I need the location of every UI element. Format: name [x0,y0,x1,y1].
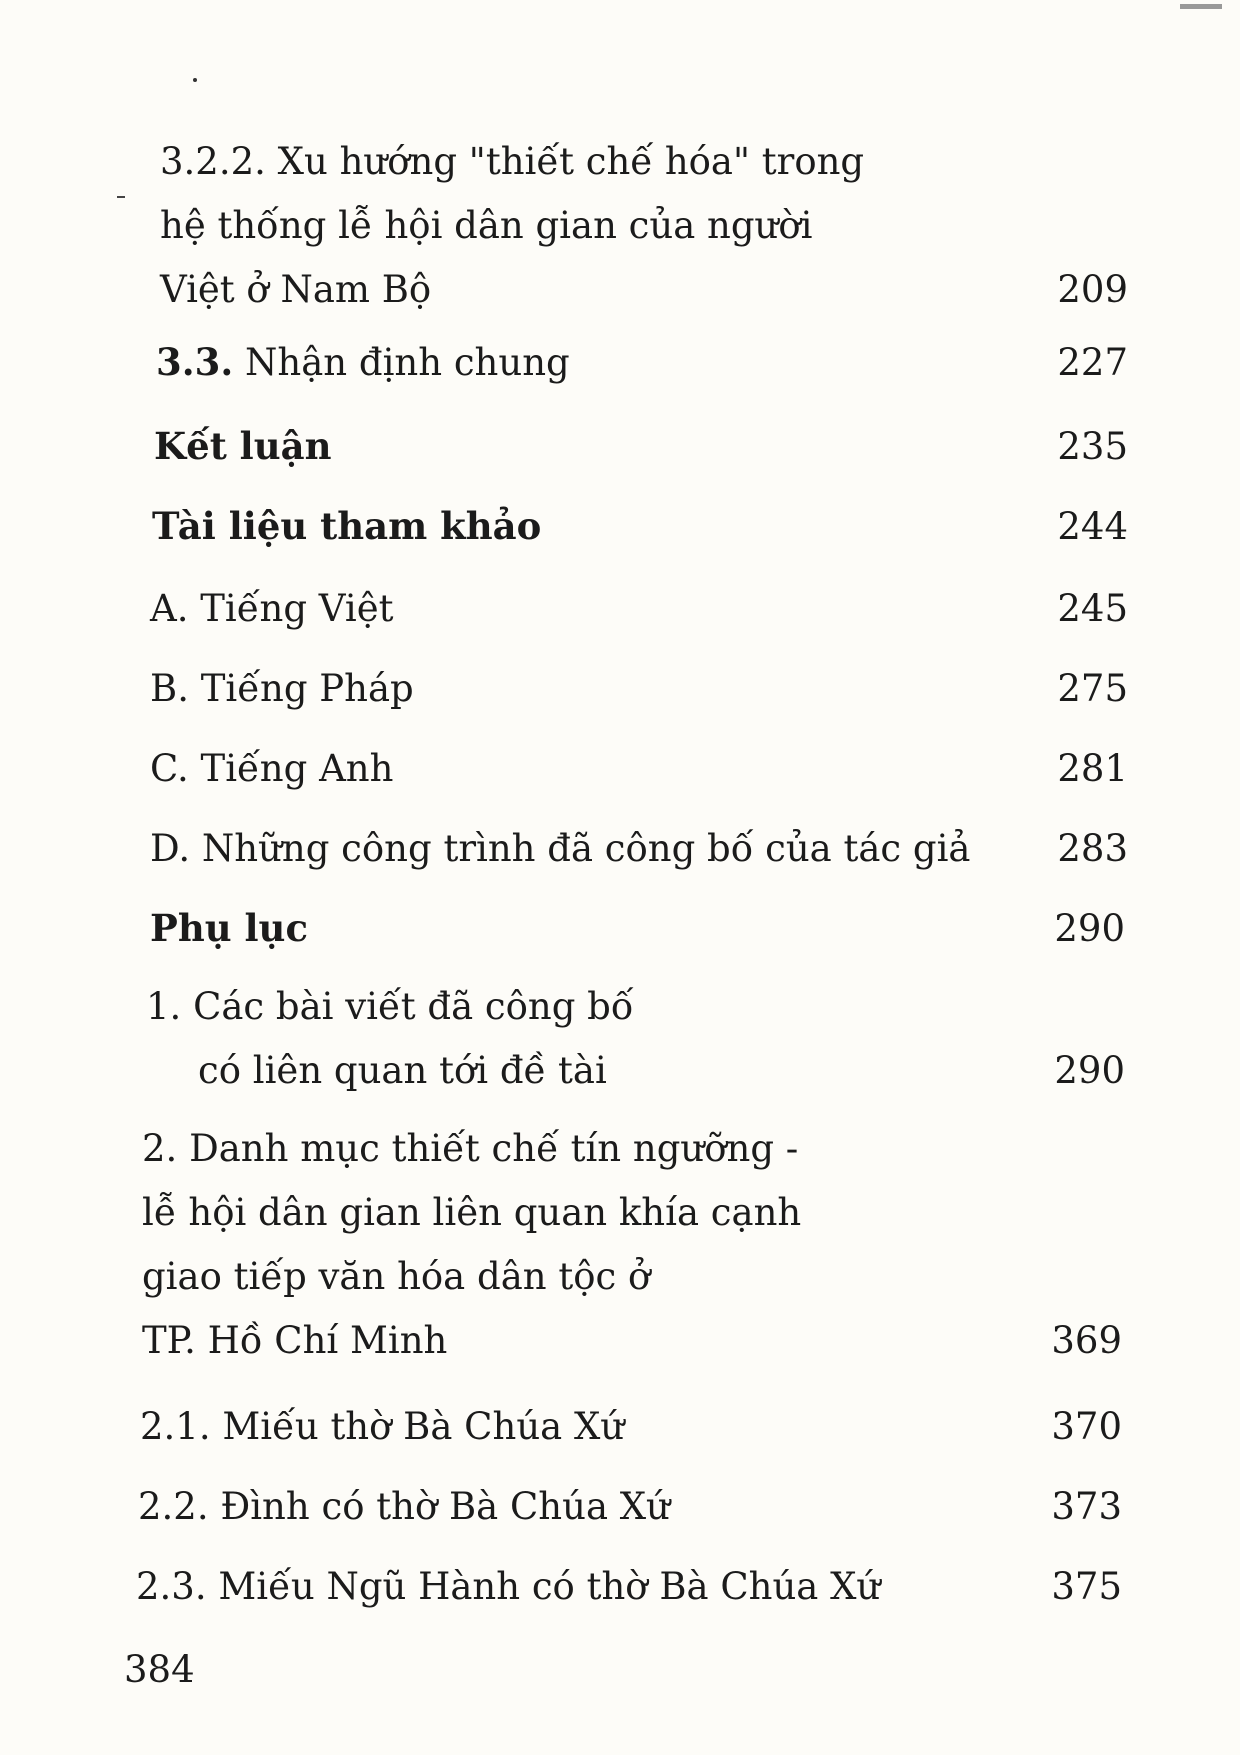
toc-entry-line: 2. Danh mục thiết chế tín ngưỡng - [142,1127,799,1170]
toc-entry-title: 2.3. Miếu Ngũ Hành có thờ Bà Chúa Xứ [136,1565,881,1608]
toc-entry-title: Kết luận [154,424,332,468]
toc-entry-page: 209 [1057,268,1128,311]
toc-entry-page: 281 [1057,747,1128,790]
toc-entry-3-2-2 [160,130,1128,322]
toc-entry-line: 3.2.2. Xu hướng "thiết chế hóa" trong [160,140,865,183]
toc-entry-title: Tài liệu tham khảo [152,504,542,548]
toc-entry-title: 2.1. Miếu thờ Bà Chúa Xứ [140,1405,625,1448]
stray-dot [193,78,197,82]
toc-entry-title: 2.2. Đình có thờ Bà Chúa Xứ [138,1485,670,1528]
toc-entry-page: 373 [1051,1485,1122,1528]
toc-entry-line: có liên quan tới đề tài [198,1049,607,1092]
toc-entry-page: 290 [1054,907,1125,950]
toc-entry-page: 370 [1051,1405,1122,1448]
toc-entry-text: Nhận định chung [245,341,570,384]
toc-entry-2-2 [138,1485,1122,1528]
page-number: 384 [124,1648,195,1691]
stray-dash [117,196,125,198]
toc-entry-line: Việt ở Nam Bộ [160,268,432,311]
toc-entry-appendix-2 [142,1117,1122,1373]
toc-entry-line: TP. Hồ Chí Minh [142,1319,448,1362]
toc-entry-page: 283 [1057,827,1128,870]
toc-entry-page: 245 [1057,587,1128,630]
toc-entry-title [146,975,634,1103]
toc-entry-line: hệ thống lễ hội dân gian của người [160,204,813,247]
toc-entry-a [150,587,1128,630]
toc-entry-line: lễ hội dân gian liên quan khía cạnh [142,1191,802,1234]
toc-entry-page: 375 [1051,1565,1122,1608]
toc-entry-line: 1. Các bài viết đã công bố [146,985,634,1028]
toc-entry-b [150,667,1128,710]
toc-entry-title: C. Tiếng Anh [150,747,394,790]
toc-entry-2-3 [136,1565,1122,1608]
toc-entry-title [160,130,864,322]
toc-entry-conclusion [154,424,1128,468]
toc-entry-2-1 [140,1405,1122,1448]
toc-entry-title: D. Những công trình đã công bố của tác giả [150,827,971,870]
toc-entry-line: giao tiếp văn hóa dân tộc ở [142,1255,651,1298]
toc-entry-references [152,504,1128,548]
toc-entry-page: 369 [1051,1319,1122,1362]
toc-entry-title: A. Tiếng Việt [150,587,394,630]
corner-mark [1180,4,1222,9]
toc-entry-page: 235 [1057,425,1128,468]
toc-entry-page: 227 [1057,341,1128,384]
toc-entry-appendix [150,906,1125,950]
toc-entry-page: 244 [1057,505,1128,548]
toc-entry-title [156,340,570,384]
toc-entry-number: 3.3. [156,340,234,384]
toc-entry-appendix-1 [146,975,1125,1103]
toc-entry-3-3 [156,340,1128,384]
toc-entry-title: B. Tiếng Pháp [150,667,414,710]
toc-entry-page: 275 [1057,667,1128,710]
toc-entry-title: Phụ lục [150,906,308,950]
toc-entry-page: 290 [1054,1049,1125,1092]
toc-entry-d [150,827,1128,870]
toc-entry-c [150,747,1128,790]
toc-entry-title [142,1117,801,1373]
